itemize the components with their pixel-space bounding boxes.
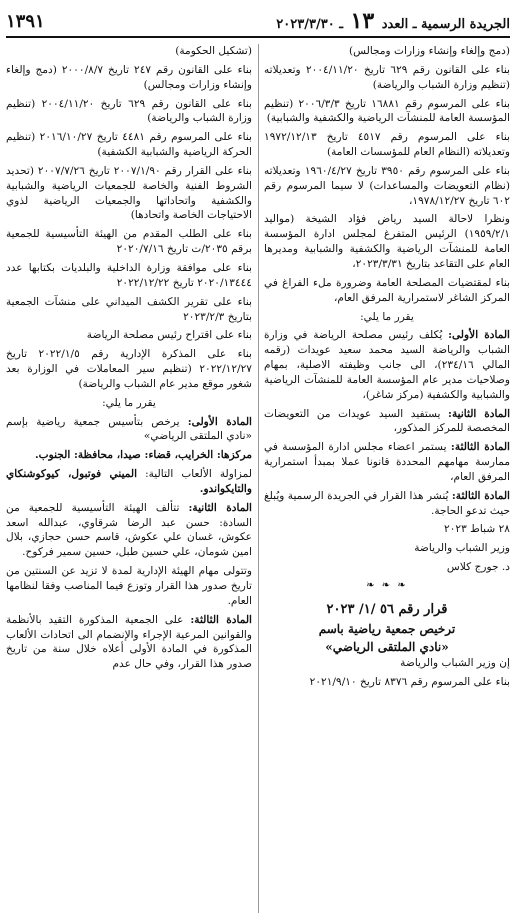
article-text: يُكلف رئيس مصلحة الرياضة في وزارة الشباب والرياضة السيد محمد سعيد عويدات (رقمه المالي ٢٣٤/١٦)، الى جانب وظيفته الاصلية، بمهام وصلاحيات مدير عام المؤسسة العامة للمنشآت الرياضية والشبابية والكشفية (مركز شاغر)، [264,329,510,401]
article-text: يُنشر هذا القرار في الجريدة الرسمية ويُبلغ حيث تدعو الحاجة. [264,489,510,517]
article-label: المادة الثالثة: [451,489,510,502]
paragraph: بناء على المرسوم رقم ٣٩٥٠ تاريخ ١٩٦٠/٤/٢٧ وتعديلاته (نظام التعويضات والمساعدات) لا سيما المرسوم رقم ٦٠٢ تاريخ ١٩٧٨/١٢/٢٧، [264,164,510,207]
signatory-name: د. جورج كلاس [446,561,510,574]
column-divider [258,44,259,913]
article-label: المادة الأولى: [448,329,510,342]
decree-title [264,600,510,656]
minister-intro: إن وزير الشباب والرياضة [400,656,510,669]
paragraph: بناء لمقتضيات المصلحة العامة وضرورة ملء الفراغ في المركز الشاغر لاستمرارية المرفق العام، [264,276,510,304]
article [6,415,252,445]
paragraph: (دمج وإلغاء وإنشاء وزارات ومجالس) [348,45,510,57]
section-ornament-icon: ❧ ❧ ❧ [366,580,408,591]
paragraph: بناء على المذكرة الإدارية رقم ٢٠٢٢/١/٥ تاريخ ٢٠٢٢/١٢/٢٧ (تنظيم سير المعاملات في الوزارة بعد شغور موقع مدير عام الشباب والرياضة) [6,348,252,390]
paragraph: بناء على موافقة وزارة الداخلية والبلديات بكتابها عدد ٢٠٢٠/١٣٤٤٤ تاريخ ٢٠٢٢/١٢/٢٢ [6,261,252,289]
signature-date: ٢٨ شباط ٢٠٢٣ [444,523,510,536]
article [6,613,252,672]
article [264,440,510,485]
decree-number: قرار رقم ٥٦ /١/ ٢٠٢٣ [326,601,448,617]
signatory-title: وزير الشباب والرياضة [414,542,510,555]
paragraph: (تشكيل الحكومة) [175,45,252,57]
page-number: ١٣٩١ [6,10,45,32]
club-games [6,467,252,497]
article-label: المادة الثالثة: [190,613,252,626]
paragraph: ونظرا لاحالة السيد رياض فؤاد الشيخة (مواليد ١٩٥٩/٢/١) الرئيس المتفرغ لمجلس ادارة المؤسسة العامة للمنشآت الرياضية والكشفية والشبابية ومديرها العام على التقاعد بتاريخ ٢٠٢٣/٣/٣١، [264,213,510,270]
paragraph: بناء على اقتراح رئيس مصلحة الرياضة [86,329,252,342]
paragraph: بناء على المرسوم رقم ١٦٨٨١ تاريخ ٢٠٠٦/٣/٣ (تنظيم المؤسسة العامة للمنشآت الرياضية والكشفية والشبابية) [264,97,510,125]
paragraph: بناء على القرار رقم ٢٠٠٧/١/٩٠ تاريخ ٢٠٠٧/٧/٢٦ (تحديد الشروط الفنية والخاصة للجمعيات الرياضية والشبابية والكشفية واتحاداتها والجمعيات الرياضية لذوي الاحتياجات الخاصة واتحادها) [6,164,252,222]
article-text: على الجمعية المذكورة التقيد بالأنظمة والقوانين المرعية الإجراء والإنضمام الى اتحادات الألعاب المذكورة في المادة الأولى أعلاه خلال سنة من تاريخ صدور هذا القرار، وفي حال عدم [6,613,252,671]
games-list: الميني فوتبول، كيوكوشنكاي والتايكواندو. [6,468,252,495]
decides-heading: يقرر ما يلي: [102,396,156,409]
issue-number: ١٣ [350,8,375,34]
paragraph: وتتولى مهام الهيئة الإدارية لمدة لا تزيد عن السنتين من تاريخ صدور هذا القرار وتوزع فيما المناصب وفقا لنظامها العام. [6,565,252,607]
article-text: يستمر اعضاء مجلس ادارة المؤسسة في ممارسة مهامهم المحددة قانونا عملا بمبدأ استمرارية المرفق العام، [264,441,510,483]
article [264,328,510,402]
paragraph: بناء على القانون رقم ٢٤٧ تاريخ ٢٠٠٠/٨/٧ (دمج وإلغاء وإنشاء وزارات ومجالس) [6,63,252,91]
article [264,407,510,437]
decides-heading: يقرر ما يلي: [360,310,414,323]
page-header [6,6,510,38]
games-intro: لمزاولة الألعاب التالية: [145,468,252,481]
article-label: المادة الثانية: [188,501,252,514]
article-text: يرخص بتأسيس جمعية رياضية بإسم «نادي الملتقى الرياضي» [6,415,252,443]
paragraph: بناء على القانون رقم ٦٢٩ تاريخ ٢٠٠٤/١١/٢٠ وتعديلاته (تنظيم وزارة الشباب والرياضة) [264,63,510,91]
paragraph: بناء على المرسوم رقم ٤٤٨١ تاريخ ٢٠١٦/١٠/٢٧ (تنظيم الحركة الرياضية والشبابية الكشفية) [6,131,252,159]
paragraph: بناء على الطلب المقدم من الهيئة التأسيسية للجمعية برقم ٢٠٣٥/ت تاريخ ٢٠٢٠/٧/١٦ [6,228,252,256]
article-text: تتألف الهيئة التأسيسية للجمعية من السادة: حسن عبد الرضا شرقاوي، عبدالله اسعد عكوش، غسان علي عكوش، قاسم حسن حجازي، بلال امين شومان، علي حسين طبل، حسين سمير فركوح. [6,501,252,559]
paragraph: بناء على المرسوم رقم ٤٥١٧ تاريخ ١٩٧٢/١٢/١٣ وتعديلاته (النظام العام للمؤسسات العامة) [264,131,510,159]
paragraph: بناء على المرسوم رقم ٨٣٧٦ تاريخ ٢٠٢١/٩/١٠ [309,675,510,688]
gazette-name: الجريدة الرسمية ـ العدد [381,17,510,32]
article-label: المادة الثانية: [448,407,511,420]
paragraph: بناء على القانون رقم ٦٢٩ تاريخ ٢٠٠٤/١١/٢٠ (تنظيم وزارة الشباب والرياضة) [6,97,252,125]
article [264,489,510,519]
article-label: المادة الثالثة: [450,441,510,454]
paragraph: بناء على تقرير الكشف الميداني على منشآت الجمعية بتاريخ ٢٠٢٣/٢/٣ [6,295,252,323]
article [6,501,252,560]
gazette-issue-heading [276,8,510,34]
decree-club-name: «نادي الملتقى الرياضي» [325,639,449,654]
left-column [6,44,252,676]
issue-date: ـ ٢٠٢٣/٣/٣٠ [276,17,344,32]
article-text: يستفيد السيد عويدات من التعويضات المخصصة للمركز المذكور، [264,407,510,435]
right-column [264,44,510,694]
article-label: المادة الأولى: [187,415,252,428]
club-headquarters: مركزها: الخرايب، قضاء: صيدا، محافظة: الجنوب. [34,449,252,462]
decree-subject: ترخيص جمعية رياضية باسم [318,621,456,636]
